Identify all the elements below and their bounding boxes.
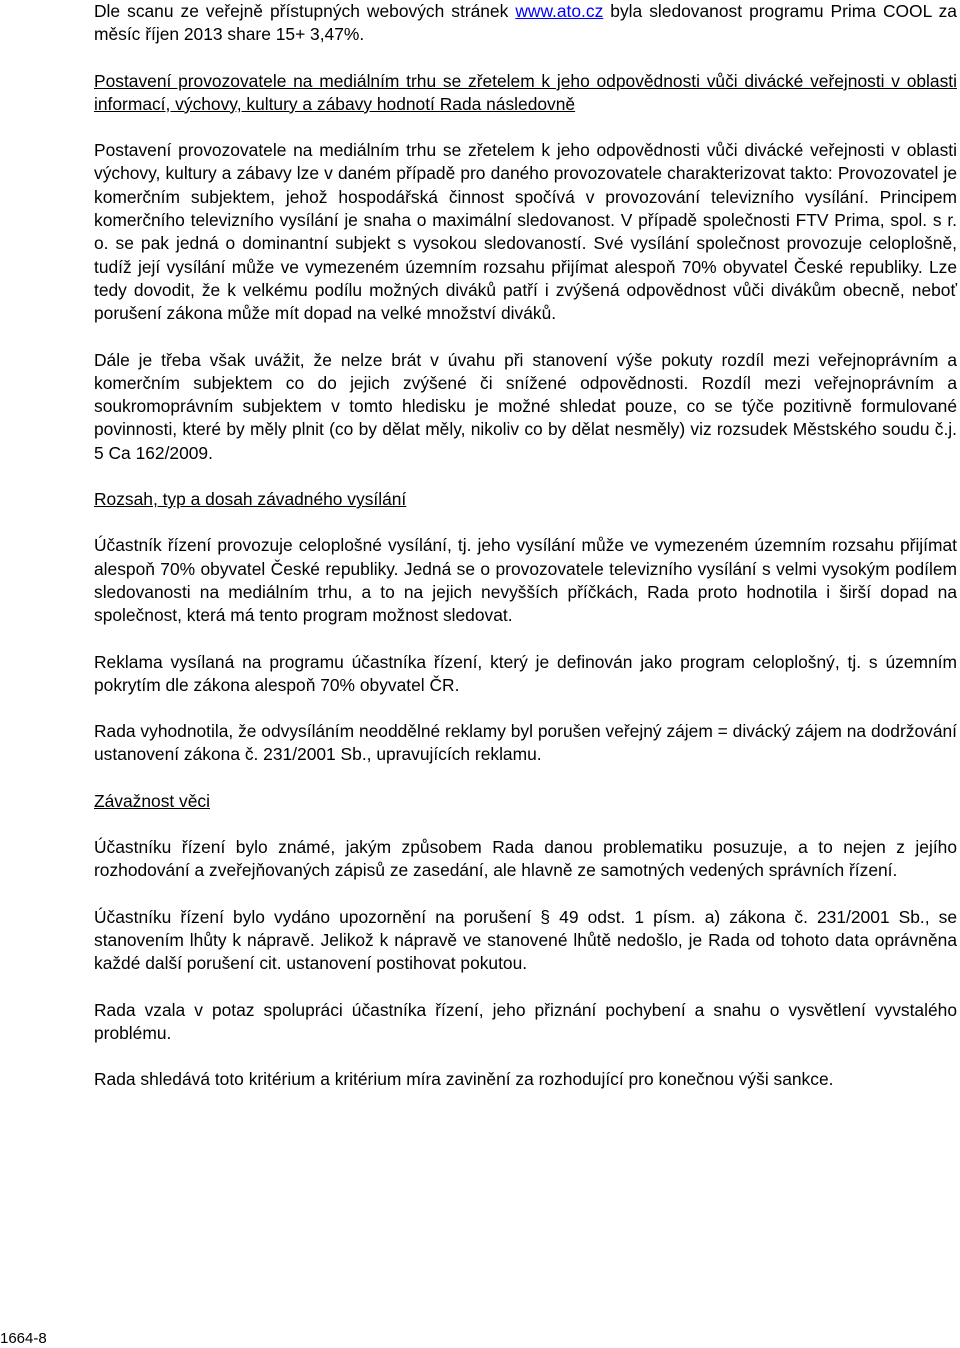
scope-heading: Rozsah, typ a dosah závadného vysílání bbox=[94, 489, 407, 510]
page-reference: 1664-8 bbox=[0, 1330, 47, 1347]
position-paragraph: Postavení provozovatele na mediálním trhu se zřetelem k jeho odpovědnosti vůči divácké veřejnosti v oblasti výchovy, kultury a zábavy lze v daném případě pro daného provozovatele charakterizovat takto: Provozovatel je komerčním subjektem, jehož hospodářská činnost spočívá v provozování televizního vysílání. Principem komerčního televizního vysílání je snaha o maximální sledovanost. V případě společnosti FTV Prima, spol. s r. o. se pak jedná o dominantní subjekt s vysokou sledovaností. Své vysílání společnost provozuje celoplošně, tudíž její vysílání může ve vymezeném územním rozsahu přijímat alespoň 70% obyvatel České republiky. Lze tedy dovodit, že k velkému podílu možných diváků patří i zvýšená odpovědnost vůči divákům obecně, neboť porušení zákona může mít dopad na velké množství diváků. bbox=[94, 140, 957, 324]
intro-paragraph bbox=[94, 0, 957, 47]
interest-paragraph: Rada vyhodnotila, že odvysíláním neoddělné reklamy byl porušen veřejný zájem = divácký zájem na dodržování ustanovení zákona č. 231/2001 Sb., upravujících reklamu. bbox=[94, 721, 957, 765]
document-page bbox=[94, 0, 957, 1091]
advertising-paragraph: Reklama vysílaná na programu účastníka řízení, který je definován jako program celoplošný, tj. s územním pokrytím dle zákona alespoň 70% obyvatel ČR. bbox=[94, 651, 957, 695]
warning-paragraph: Účastníku řízení bylo vydáno upozornění na porušení § 49 odst. 1 písm. a) zákona č. 231/2001 Sb., se stanovením lhůty k nápravě. Jelikož k nápravě ve stanovené lhůtě nedošlo, je Rada od tohoto data oprávněna každé další porušení cit. ustanovení postihovat pokutou. bbox=[94, 906, 957, 974]
intro-text-after: byla sledovanost programu Prima COOL za měsíc říjen 2013 share 15+ 3,47%. bbox=[94, 1, 957, 45]
consider-paragraph: Dále je třeba však uvážit, že nelze brát v úvahu při stanovení výše pokuty rozdíl mezi veřejnoprávním a komerčním subjektem co do jejich zvýšené či snížené odpovědnosti. Rozdíl mezi veřejnoprávním a soukromoprávním subjektem v tomto hledisku je možné shledat pouze, co se týče pozitivně formulované povinnosti, které by měly plnit (co by dělat měly, nikoliv co by dělat nesměly) viz rozsudek Městského soudu č.j. 5 Ca 162/2009. bbox=[94, 349, 957, 463]
cooperation-paragraph: Rada vzala v potaz spolupráci účastníka řízení, jeho přiznání pochybení a snahu o vysvětlení vyvstalého problému. bbox=[94, 999, 957, 1043]
criteria-paragraph: Rada shledává toto kritérium a kritérium míra zavinění za rozhodující pro konečnou výši sankce. bbox=[94, 1069, 834, 1090]
intro-text-before: Dle scanu ze veřejně přístupných webových stránek bbox=[94, 1, 516, 21]
known-paragraph: Účastníku řízení bylo známé, jakým způsobem Rada danou problematiku posuzuje, a to nejen z jejího rozhodování a zveřejňovaných zápisů ze zasedání, ale hlavně ze samotných vedených správních řízení. bbox=[94, 837, 957, 881]
position-heading: Postavení provozovatele na mediálním trhu se zřetelem k jeho odpovědnosti vůči divácké veřejnosti v oblasti informací, výchovy, kultury a zábavy hodnotí Rada následovně bbox=[94, 70, 957, 114]
scope-paragraph: Účastník řízení provozuje celoplošné vysílání, tj. jeho vysílání může ve vymezeném územním rozsahu přijímat alespoň 70% obyvatel České republiky. Jedná se o provozovatele televizního vysílání s velmi vysokým podílem sledovanosti na mediálním trhu, a to na jejich nevyšších příčkách, Rada proto hodnotila i širší dopad na společnost, která má tento program možnost sledovat. bbox=[94, 535, 957, 626]
severity-heading: Závažnost věci bbox=[94, 790, 210, 811]
ato-link[interactable]: www.ato.cz bbox=[515, 1, 604, 21]
